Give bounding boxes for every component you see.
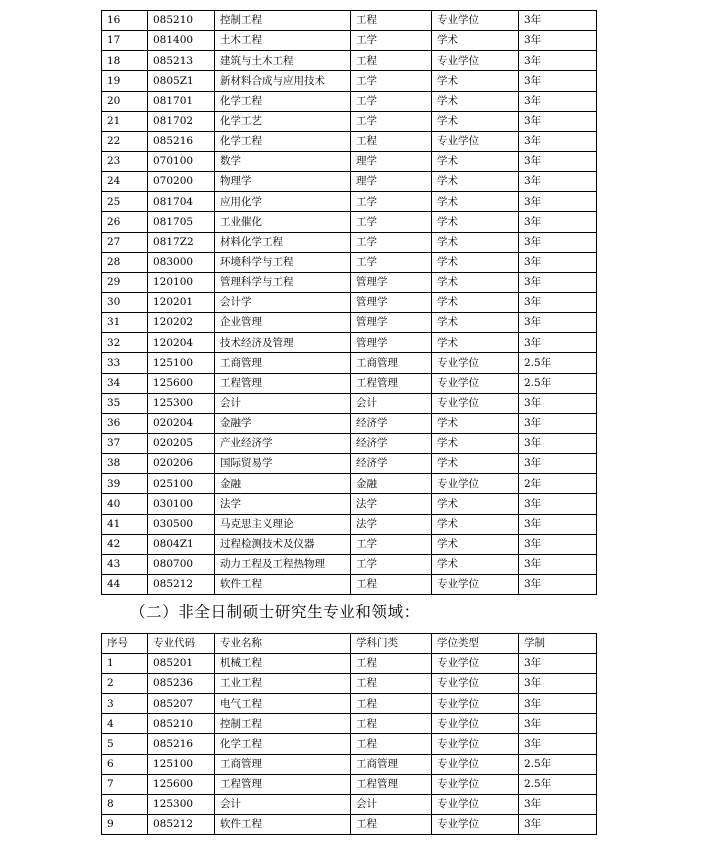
table-cell: 020206	[148, 454, 215, 474]
table-row	[102, 31, 597, 51]
table-cell: 44	[102, 574, 148, 594]
table-cell: 工学	[351, 71, 432, 91]
table-cell: 3年	[519, 111, 597, 131]
table-row	[102, 694, 597, 714]
table-row	[102, 734, 597, 754]
table-row	[102, 71, 597, 91]
table-cell: 工业工程	[215, 674, 351, 694]
table-cell: 学术	[432, 333, 519, 353]
table-cell: 工学	[351, 91, 432, 111]
table-cell: 会计	[215, 794, 351, 814]
table-cell: 专业学位	[432, 734, 519, 754]
table-cell: 5	[102, 734, 148, 754]
table-cell: 学术	[432, 272, 519, 292]
table-cell: 34	[102, 373, 148, 393]
table-cell: 3年	[519, 413, 597, 433]
table-cell: 070200	[148, 172, 215, 192]
table-cell: 经济学	[351, 433, 432, 453]
table-cell: 2年	[519, 474, 597, 494]
table-cell: 3年	[519, 313, 597, 333]
table-cell: 专业学位	[432, 574, 519, 594]
table-cell: 学术	[432, 252, 519, 272]
table-cell: 3年	[519, 31, 597, 51]
table-cell: 专业学位	[432, 51, 519, 71]
table-cell: 1	[102, 654, 148, 674]
table-row	[102, 51, 597, 71]
table-cell: 020204	[148, 413, 215, 433]
table-cell: 3年	[519, 574, 597, 594]
table-row	[102, 192, 597, 212]
table-cell: 030100	[148, 494, 215, 514]
table-row	[102, 674, 597, 694]
table-cell: 3年	[519, 393, 597, 413]
table-cell: 085212	[148, 574, 215, 594]
table-row	[102, 433, 597, 453]
table-cell: 工学	[351, 111, 432, 131]
table-cell: 工商管理	[351, 353, 432, 373]
table-cell: 3年	[519, 694, 597, 714]
table-cell: 法学	[351, 514, 432, 534]
table-cell: 3年	[519, 674, 597, 694]
table-row	[102, 554, 597, 574]
table-cell: 金融学	[215, 413, 351, 433]
table-cell: 学术	[432, 292, 519, 312]
table-row	[102, 212, 597, 232]
table-cell: 3年	[519, 494, 597, 514]
table-cell: 学术	[432, 433, 519, 453]
table-cell: 学术	[432, 313, 519, 333]
table-cell: 化学工程	[215, 91, 351, 111]
table-row	[102, 232, 597, 252]
table-cell: 3年	[519, 734, 597, 754]
table-cell: 125600	[148, 774, 215, 794]
table-cell: 33	[102, 353, 148, 373]
table-cell: 0804Z1	[148, 534, 215, 554]
table-cell: 8	[102, 794, 148, 814]
table-cell: 2.5年	[519, 774, 597, 794]
table-cell: 专业学位	[432, 353, 519, 373]
header-cell: 专业代码	[148, 634, 215, 654]
table-cell: 3年	[519, 454, 597, 474]
table-row	[102, 574, 597, 594]
table-cell: 新材料合成与应用技术	[215, 71, 351, 91]
table-cell: 3年	[519, 654, 597, 674]
table-cell: 学术	[432, 192, 519, 212]
table-cell: 3年	[519, 91, 597, 111]
table-cell: 学术	[432, 454, 519, 474]
table-cell: 软件工程	[215, 814, 351, 834]
table-cell: 085201	[148, 654, 215, 674]
table-cell: 3	[102, 694, 148, 714]
table-row	[102, 413, 597, 433]
table-cell: 学术	[432, 212, 519, 232]
table-row	[102, 654, 597, 674]
table-cell: 120204	[148, 333, 215, 353]
table-cell: 过程检测技术及仪器	[215, 534, 351, 554]
table-cell: 工学	[351, 252, 432, 272]
table-cell: 085216	[148, 734, 215, 754]
table-cell: 085216	[148, 131, 215, 151]
table-cell: 马克思主义理论	[215, 514, 351, 534]
header-cell: 序号	[102, 634, 148, 654]
table-cell: 3年	[519, 131, 597, 151]
table-cell: 29	[102, 272, 148, 292]
table-cell: 085213	[148, 51, 215, 71]
table-cell: 125100	[148, 754, 215, 774]
table-cell: 3年	[519, 514, 597, 534]
table-cell: 9	[102, 814, 148, 834]
table-row	[102, 534, 597, 554]
table-row	[102, 774, 597, 794]
table-cell: 3年	[519, 11, 597, 31]
table-cell: 3年	[519, 151, 597, 171]
table-cell: 41	[102, 514, 148, 534]
table-cell: 3年	[519, 192, 597, 212]
table-cell: 3年	[519, 252, 597, 272]
table-cell: 4	[102, 714, 148, 734]
table-cell: 金融	[351, 474, 432, 494]
table-cell: 学术	[432, 413, 519, 433]
table-cell: 32	[102, 333, 148, 353]
table-cell: 数学	[215, 151, 351, 171]
table-cell: 0805Z1	[148, 71, 215, 91]
table-cell: 物理学	[215, 172, 351, 192]
table-cell: 工程	[351, 714, 432, 734]
table-cell: 125300	[148, 393, 215, 413]
table-cell: 化学工程	[215, 734, 351, 754]
header-cell: 学位类型	[432, 634, 519, 654]
table-cell: 30	[102, 292, 148, 312]
table-cell: 23	[102, 151, 148, 171]
table-cell: 学术	[432, 172, 519, 192]
table-cell: 管理学	[351, 313, 432, 333]
table-cell: 专业学位	[432, 131, 519, 151]
table-cell: 工学	[351, 534, 432, 554]
table-row	[102, 151, 597, 171]
table-cell: 专业学位	[432, 694, 519, 714]
table-cell: 39	[102, 474, 148, 494]
table-cell: 0817Z2	[148, 232, 215, 252]
table-cell: 会计	[351, 393, 432, 413]
table-cell: 法学	[351, 494, 432, 514]
table-cell: 081400	[148, 31, 215, 51]
table-row	[102, 474, 597, 494]
table-cell: 085207	[148, 694, 215, 714]
table-cell: 学术	[432, 534, 519, 554]
table-row	[102, 11, 597, 31]
table-cell: 专业学位	[432, 393, 519, 413]
table-cell: 24	[102, 172, 148, 192]
table-cell: 125600	[148, 373, 215, 393]
table-cell: 应用化学	[215, 192, 351, 212]
table-cell: 专业学位	[432, 814, 519, 834]
table-cell: 工程	[351, 574, 432, 594]
table-cell: 专业学位	[432, 674, 519, 694]
table-cell: 19	[102, 71, 148, 91]
table-cell: 27	[102, 232, 148, 252]
table-row	[102, 814, 597, 834]
table-cell: 025100	[148, 474, 215, 494]
table-cell: 电气工程	[215, 694, 351, 714]
table-cell: 学术	[432, 111, 519, 131]
table-cell: 工程管理	[215, 373, 351, 393]
table-cell: 42	[102, 534, 148, 554]
table-cell: 专业学位	[432, 794, 519, 814]
table-cell: 学术	[432, 91, 519, 111]
table-cell: 管理学	[351, 292, 432, 312]
table-cell: 020205	[148, 433, 215, 453]
table-cell: 学术	[432, 554, 519, 574]
table-cell: 工业催化	[215, 212, 351, 232]
table-cell: 125100	[148, 353, 215, 373]
table-cell: 085210	[148, 11, 215, 31]
table-row	[102, 794, 597, 814]
table-cell: 工程管理	[215, 774, 351, 794]
table-row	[102, 131, 597, 151]
table-cell: 3年	[519, 51, 597, 71]
table-cell: 081701	[148, 91, 215, 111]
table-cell: 专业学位	[432, 654, 519, 674]
table-cell: 21	[102, 111, 148, 131]
table-cell: 管理学	[351, 333, 432, 353]
table-cell: 控制工程	[215, 714, 351, 734]
table-cell: 3年	[519, 232, 597, 252]
table-row	[102, 313, 597, 333]
table-cell: 学术	[432, 494, 519, 514]
table-cell: 17	[102, 31, 148, 51]
table-cell: 18	[102, 51, 148, 71]
table-cell: 085210	[148, 714, 215, 734]
table-cell: 31	[102, 313, 148, 333]
table-cell: 工程管理	[351, 774, 432, 794]
table-cell: 3年	[519, 714, 597, 734]
table-cell: 材料化学工程	[215, 232, 351, 252]
table-cell: 081705	[148, 212, 215, 232]
table-cell: 产业经济学	[215, 433, 351, 453]
table-cell: 法学	[215, 494, 351, 514]
table-cell: 专业学位	[432, 373, 519, 393]
table-cell: 管理科学与工程	[215, 272, 351, 292]
table-cell: 会计学	[215, 292, 351, 312]
table-cell: 工程	[351, 11, 432, 31]
table-cell: 3年	[519, 272, 597, 292]
table-row	[102, 91, 597, 111]
table-row	[102, 514, 597, 534]
table-cell: 085236	[148, 674, 215, 694]
table-cell: 070100	[148, 151, 215, 171]
table-cell: 7	[102, 774, 148, 794]
table-cell: 26	[102, 212, 148, 232]
table-cell: 工学	[351, 212, 432, 232]
table-row	[102, 393, 597, 413]
table-cell: 化学工艺	[215, 111, 351, 131]
table-cell: 2.5年	[519, 754, 597, 774]
table-cell: 专业学位	[432, 754, 519, 774]
table-cell: 国际贸易学	[215, 454, 351, 474]
table-cell: 16	[102, 11, 148, 31]
table-cell: 3年	[519, 433, 597, 453]
table-cell: 学术	[432, 71, 519, 91]
table-cell: 专业学位	[432, 11, 519, 31]
table-cell: 金融	[215, 474, 351, 494]
table-cell: 2.5年	[519, 373, 597, 393]
table-cell: 3年	[519, 172, 597, 192]
table-cell: 081702	[148, 111, 215, 131]
table-row	[102, 353, 597, 373]
table-cell: 学术	[432, 232, 519, 252]
table-cell: 经济学	[351, 454, 432, 474]
table-cell: 软件工程	[215, 574, 351, 594]
table-cell: 030500	[148, 514, 215, 534]
table-cell: 理学	[351, 151, 432, 171]
table-cell: 经济学	[351, 413, 432, 433]
table-cell: 083000	[148, 252, 215, 272]
table-cell: 工程	[351, 694, 432, 714]
table-cell: 工商管理	[351, 754, 432, 774]
table-row	[102, 272, 597, 292]
table-cell: 28	[102, 252, 148, 272]
table-cell: 化学工程	[215, 131, 351, 151]
table-row	[102, 172, 597, 192]
table-cell: 37	[102, 433, 148, 453]
table-cell: 土木工程	[215, 31, 351, 51]
table-cell: 120201	[148, 292, 215, 312]
table-cell: 环境科学与工程	[215, 252, 351, 272]
table-row	[102, 754, 597, 774]
table-row	[102, 252, 597, 272]
table-cell: 工程	[351, 734, 432, 754]
table-cell: 技术经济及管理	[215, 333, 351, 353]
table-cell: 控制工程	[215, 11, 351, 31]
part-time-programs-table	[101, 633, 597, 835]
table-cell: 学术	[432, 514, 519, 534]
table-cell: 3年	[519, 71, 597, 91]
table-cell: 120100	[148, 272, 215, 292]
table-cell: 40	[102, 494, 148, 514]
full-time-programs-table	[101, 10, 597, 595]
table-cell: 工程	[351, 131, 432, 151]
table-cell: 085212	[148, 814, 215, 834]
table-cell: 工程	[351, 674, 432, 694]
table-cell: 工程	[351, 51, 432, 71]
table-cell: 专业学位	[432, 774, 519, 794]
table-cell: 工学	[351, 232, 432, 252]
table-cell: 学术	[432, 151, 519, 171]
table-row	[102, 494, 597, 514]
table-cell: 22	[102, 131, 148, 151]
table-row	[102, 454, 597, 474]
table-cell: 工学	[351, 192, 432, 212]
table-row	[102, 111, 597, 131]
table-cell: 35	[102, 393, 148, 413]
table-cell: 3年	[519, 333, 597, 353]
table-cell: 38	[102, 454, 148, 474]
table-cell: 企业管理	[215, 313, 351, 333]
table-cell: 080700	[148, 554, 215, 574]
table-cell: 动力工程及工程热物理	[215, 554, 351, 574]
header-cell: 学科门类	[351, 634, 432, 654]
table-cell: 3年	[519, 814, 597, 834]
header-cell: 学制	[519, 634, 597, 654]
table-cell: 2	[102, 674, 148, 694]
table-cell: 36	[102, 413, 148, 433]
table-cell: 建筑与土木工程	[215, 51, 351, 71]
table-cell: 专业学位	[432, 714, 519, 734]
table-cell: 3年	[519, 212, 597, 232]
header-cell: 专业名称	[215, 634, 351, 654]
table-cell: 专业学位	[432, 474, 519, 494]
table-cell: 3年	[519, 554, 597, 574]
table-cell: 125300	[148, 794, 215, 814]
table-cell: 工学	[351, 31, 432, 51]
table-row	[102, 333, 597, 353]
table-header-row	[102, 634, 597, 654]
table-cell: 工程管理	[351, 373, 432, 393]
table-row	[102, 714, 597, 734]
table-cell: 机械工程	[215, 654, 351, 674]
table-row	[102, 373, 597, 393]
table-cell: 理学	[351, 172, 432, 192]
table-cell: 工程	[351, 654, 432, 674]
table-cell: 2.5年	[519, 353, 597, 373]
table-cell: 3年	[519, 292, 597, 312]
table-cell: 工商管理	[215, 353, 351, 373]
table-cell: 120202	[148, 313, 215, 333]
table-cell: 3年	[519, 534, 597, 554]
table-cell: 会计	[215, 393, 351, 413]
table-cell: 43	[102, 554, 148, 574]
section-heading: （二）非全日制硕士研究生专业和领域：	[130, 603, 420, 621]
table-cell: 20	[102, 91, 148, 111]
table-cell: 学术	[432, 31, 519, 51]
table-row	[102, 292, 597, 312]
table-cell: 工学	[351, 554, 432, 574]
table-cell: 管理学	[351, 272, 432, 292]
table-cell: 工程	[351, 814, 432, 834]
table-cell: 25	[102, 192, 148, 212]
table-cell: 工商管理	[215, 754, 351, 774]
table-cell: 会计	[351, 794, 432, 814]
table-cell: 6	[102, 754, 148, 774]
table-cell: 3年	[519, 794, 597, 814]
table-cell: 081704	[148, 192, 215, 212]
